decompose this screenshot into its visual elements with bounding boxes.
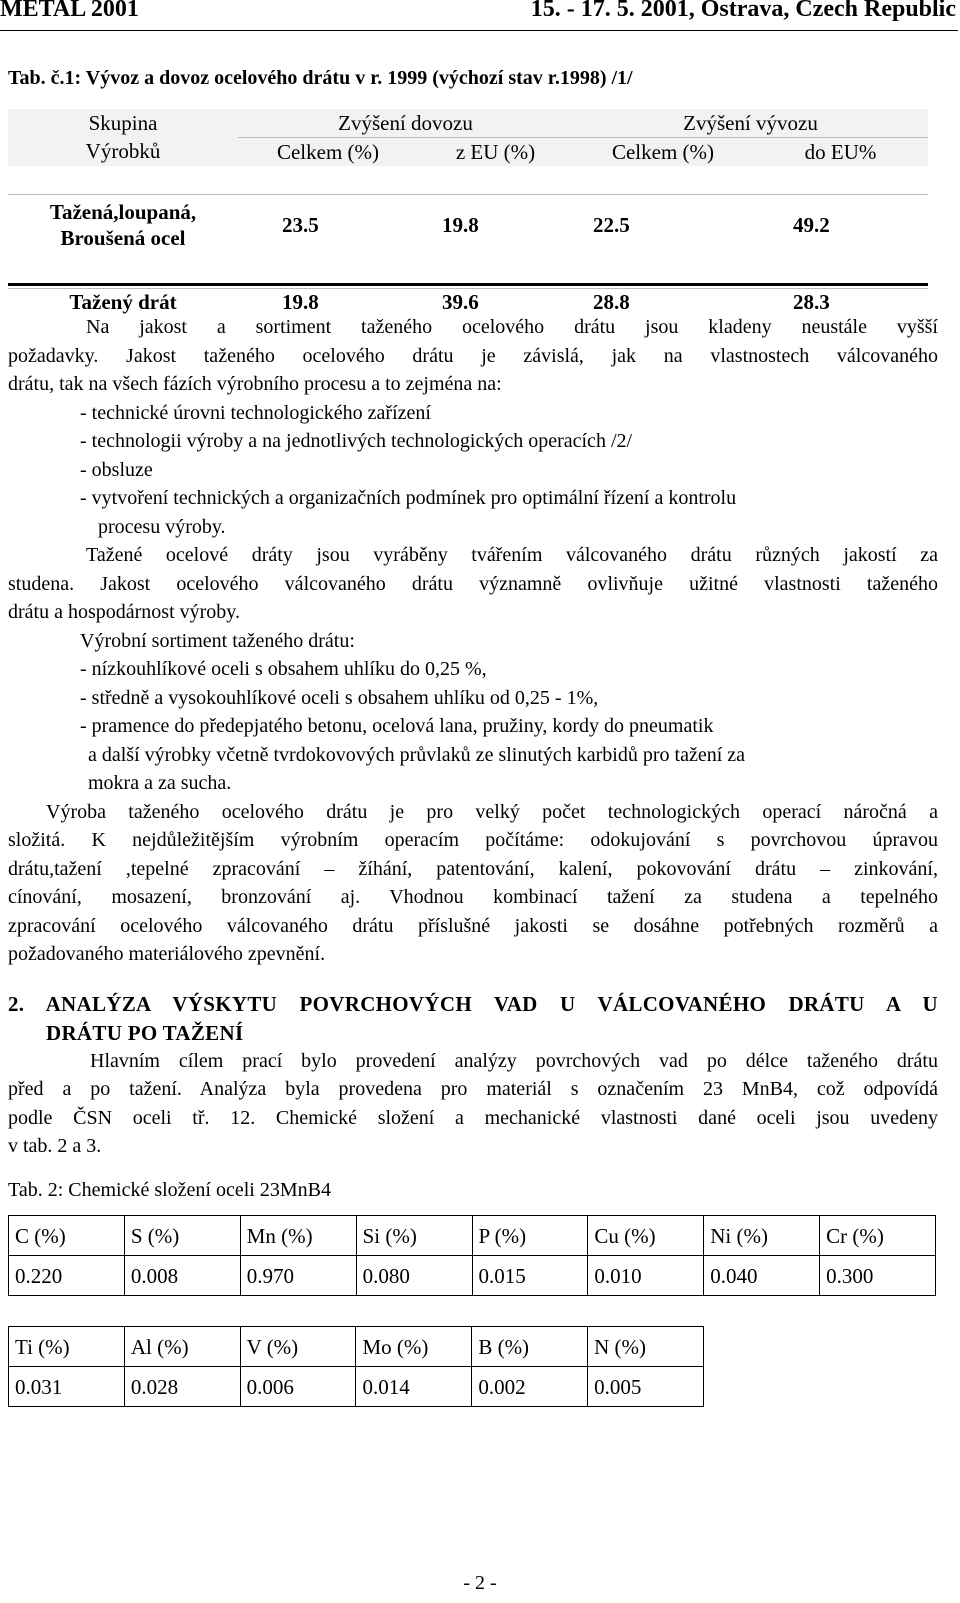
paragraph-line: zpracování ocelového válcovaného drátu příslušné jakosti se dosáhne potřebných rozměrů a — [8, 915, 938, 937]
header-cell: V (%) — [240, 1327, 356, 1367]
list-item-continuation: mokra a za sucha. — [88, 772, 232, 794]
row-label: Tažený drát — [8, 285, 238, 319]
header-cell: B (%) — [472, 1327, 588, 1367]
list-item: - vytvoření technických a organizačních podmínek pro optimální řízení a kontrolu — [80, 487, 737, 509]
value-cell: 0.031 — [9, 1367, 125, 1407]
table-row — [9, 1367, 704, 1407]
value-cell: 0.008 — [124, 1256, 240, 1296]
value-cell: 23.5 — [238, 195, 418, 256]
value-cell: 19.8 — [418, 195, 573, 256]
header-cell: Al (%) — [124, 1327, 240, 1367]
list-item: - technické úrovni technologického zařízení — [80, 402, 431, 424]
subheader-import-eu: z EU (%) — [418, 138, 573, 167]
chem-table-1 — [8, 1215, 936, 1296]
paragraph-line: Tažené ocelové dráty jsou vyráběny tvářením válcovaného drátu různých jakostí za — [86, 544, 938, 566]
header-cell: Mn (%) — [240, 1216, 356, 1256]
paragraph-line: drátu, tak na všech fázích výrobního procesu a to zejména na: — [8, 373, 502, 395]
value-cell: 28.8 — [573, 285, 753, 319]
table-row — [8, 285, 928, 319]
header-cell: S (%) — [124, 1216, 240, 1256]
paragraph-line: drátu a hospodárnost výroby. — [8, 601, 240, 623]
table2-caption: Tab. 2: Chemické složení oceli 23MnB4 — [8, 1179, 331, 1201]
header-cell: Ni (%) — [704, 1216, 820, 1256]
value-cell: 0.010 — [588, 1256, 704, 1296]
paragraph-line: Na jakost a sortiment taženého ocelového drátu jsou kladeny neustále vyšší — [86, 316, 938, 338]
value-cell: 0.006 — [240, 1367, 356, 1407]
group-header-top: Skupina — [8, 109, 238, 138]
header-cell: Cr (%) — [820, 1216, 936, 1256]
table1-bottom-rule — [8, 288, 928, 289]
paragraph-line: před a po tažení. Analýza byla provedena pro materiál s označením 23 MnB4, což odpovídá — [8, 1078, 938, 1100]
table-row — [9, 1327, 704, 1367]
header-cell: P (%) — [472, 1216, 588, 1256]
list-item: - nízkouhlíkové oceli s obsahem uhlíku do 0,25 %, — [80, 658, 487, 680]
paragraph-line: Výroba taženého ocelového drátu je pro velký počet technologických operací náročná a — [46, 801, 938, 823]
page-number: - 2 - — [463, 1572, 497, 1594]
value-cell: 0.015 — [472, 1256, 588, 1296]
value-cell: 0.005 — [588, 1367, 704, 1407]
subheader-export-total: Celkem (%) — [573, 138, 753, 167]
section-title-line2: DRÁTU PO TAŽENÍ — [46, 1021, 244, 1045]
row-label-line2: Broušená ocel — [60, 226, 186, 250]
paragraph-line: drátu,tažení ,tepelné zpracování – žíhání, patentování, kalení, pokovování drátu – zinkování, — [8, 858, 938, 880]
value-cell: 19.8 — [238, 285, 418, 319]
paragraph-line: v tab. 2 a 3. — [8, 1135, 102, 1157]
value-cell: 28.3 — [753, 285, 928, 319]
group-header-bottom: Výrobků — [8, 138, 238, 167]
list-item-continuation: procesu výroby. — [98, 516, 226, 538]
header-cell: Mo (%) — [356, 1327, 472, 1367]
header-cell: Si (%) — [356, 1216, 472, 1256]
paragraph-line: Výrobní sortiment taženého drátu: — [80, 630, 355, 652]
list-item: - technologii výroby a na jednotlivých technologických operacích /2/ — [80, 430, 633, 452]
import-header: Zvýšení dovozu — [238, 109, 573, 138]
value-cell: 22.5 — [573, 195, 753, 256]
conference-date-place: 15. - 17. 5. 2001, Ostrava, Czech Republic — [530, 0, 956, 22]
section-title — [8, 992, 938, 1017]
table1-caption: Tab. č.1: Vývoz a dovoz ocelového drátu v r. 1999 (výchozí stav r.1998) /1/ — [8, 67, 633, 89]
subheader-export-eu: do EU% — [753, 138, 928, 167]
paragraph-line: Hlavním cílem prací bylo provedení analýzy povrchových vad po délce taženého drátu — [90, 1050, 938, 1072]
header-cell: Cu (%) — [588, 1216, 704, 1256]
value-cell: 0.300 — [820, 1256, 936, 1296]
header-cell: C (%) — [9, 1216, 125, 1256]
list-item: - středně a vysokouhlíkové oceli s obsahem uhlíku od 0,25 - 1%, — [80, 687, 599, 709]
paragraph-line: požadovaného materiálového zpevnění. — [8, 943, 326, 965]
value-cell: 0.220 — [9, 1256, 125, 1296]
paragraph-line: složitá. K nejdůležitějším výrobním operacím počítáme: odokujování s povrchovou úpravou — [8, 829, 938, 851]
header-cell: Ti (%) — [9, 1327, 125, 1367]
table-row — [9, 1256, 936, 1296]
value-cell: 0.080 — [356, 1256, 472, 1296]
value-cell: 0.014 — [356, 1367, 472, 1407]
value-cell: 0.040 — [704, 1256, 820, 1296]
page-header — [0, 0, 958, 31]
list-item-continuation: a další výrobky včetně tvrdokovových průvlaků ze slinutých karbidů pro tažení za — [88, 744, 746, 766]
subheader-import-total: Celkem (%) — [238, 138, 418, 167]
value-cell: 39.6 — [418, 285, 573, 319]
header-cell: N (%) — [588, 1327, 704, 1367]
list-item: - obsluze — [80, 459, 153, 481]
table-row — [9, 1216, 936, 1256]
paragraph-line: podle ČSN oceli tř. 12. Chemické složení a mechanické vlastnosti dané oceli jsou uvedeny — [8, 1107, 938, 1129]
row-label — [8, 195, 238, 256]
paragraph-line: požadavky. Jakost taženého ocelového drátu je závislá, jak na vlastnostech válcovaného — [8, 345, 938, 367]
table1 — [8, 109, 928, 318]
value-cell: 49.2 — [753, 195, 928, 256]
list-item: - pramence do předepjatého betonu, ocelová lana, pružiny, kordy do pneumatik — [80, 715, 714, 737]
paragraph-line: studena. Jakost ocelového válcovaného drátu významně ovlivňuje užitné vlastnosti taženého — [8, 573, 938, 595]
value-cell: 0.970 — [240, 1256, 356, 1296]
row-label-line1: Tažená,loupaná, — [49, 200, 197, 224]
export-header: Zvýšení vývozu — [573, 109, 928, 138]
section-title-line1: 2. ANALÝZA VÝSKYTU POVRCHOVÝCH VAD U VÁLCOVANÉHO DRÁTU A U — [8, 992, 938, 1016]
paragraph-line: cínování, mosazení, bronzování aj. Vhodnou kombinací tažení za studena a tepelného — [8, 886, 938, 908]
table-row — [8, 195, 928, 256]
conference-title: METAL 2001 — [0, 0, 139, 22]
value-cell: 0.028 — [124, 1367, 240, 1407]
chem-table-2 — [8, 1326, 704, 1407]
value-cell: 0.002 — [472, 1367, 588, 1407]
